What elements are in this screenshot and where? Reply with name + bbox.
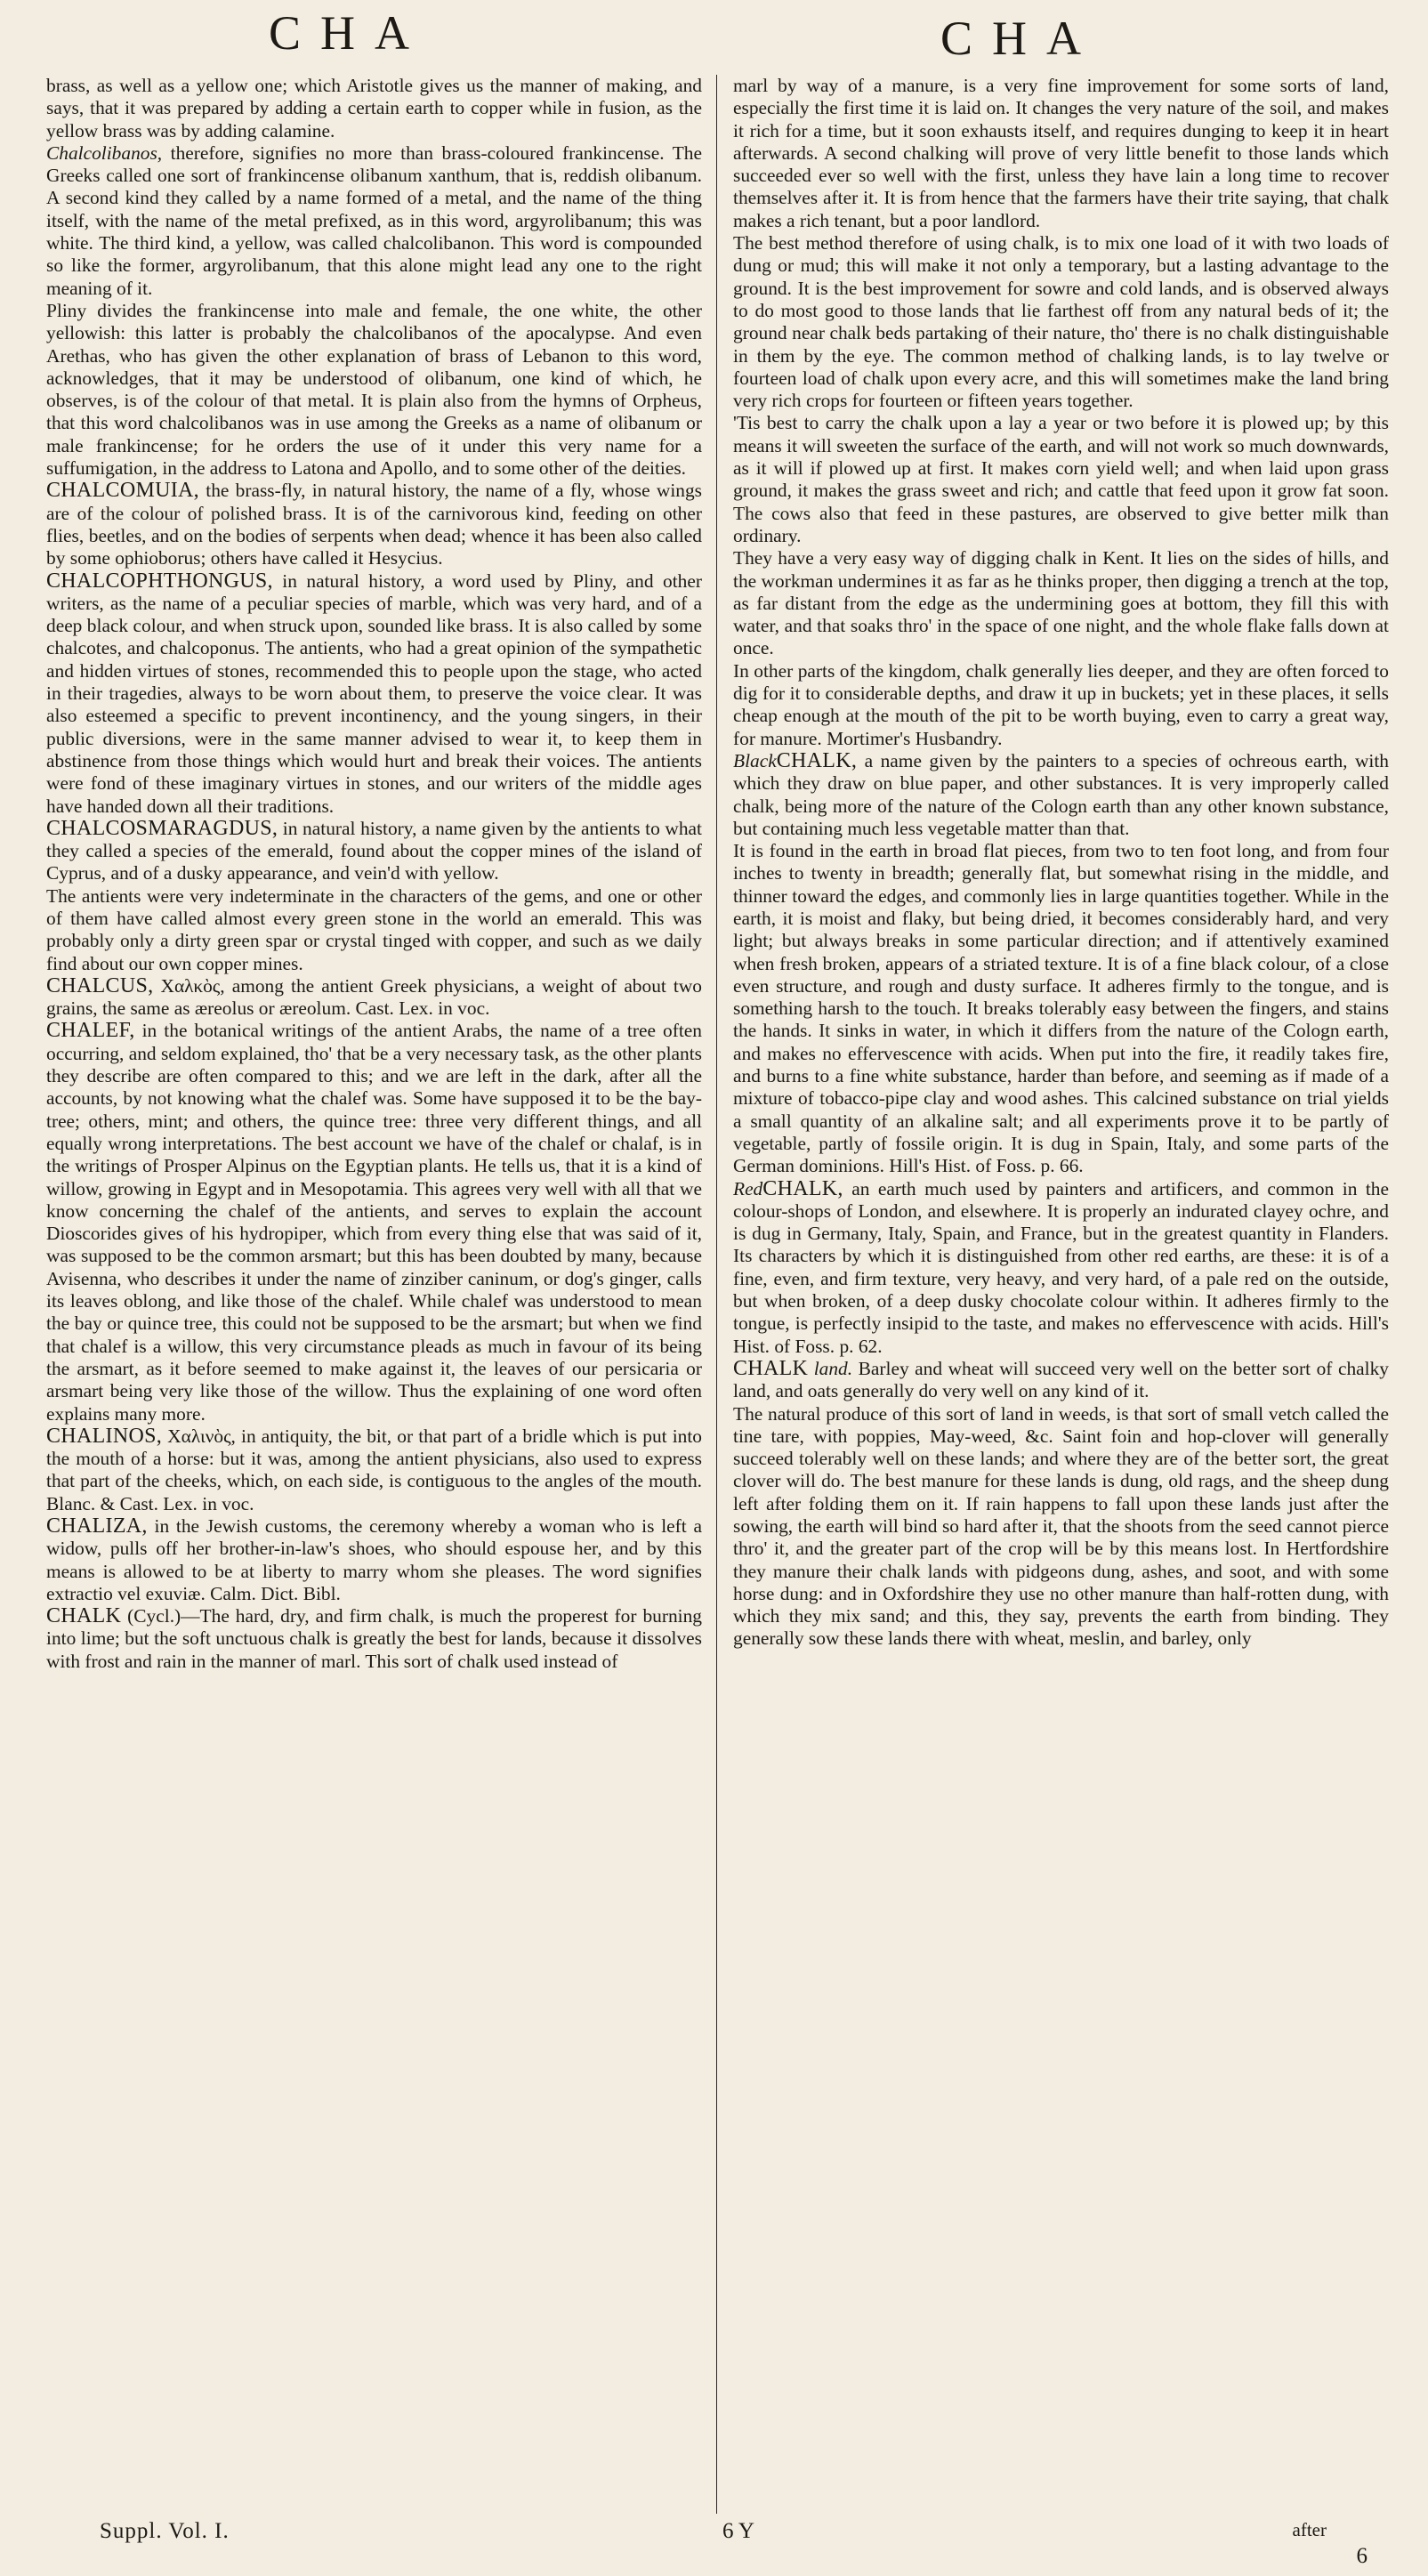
dictionary-entry [46,1425,702,1515]
running-head-left: CHA [269,6,430,60]
paragraph-text: an earth much used by painters and artificers, and common in the colour-shops of London, and elsewhere. It is properly an indurated clayey ochre, and is dug in Germany, Italy, Spain, and France, but in the greatest quantity in Flanders. Its characters by which it is distinguished from other red earths, are these: it is of a fine, even, and firm texture, very heavy, and very hard, of a pale red on the outside, but when broken, of a deep dusky chocolate colour within. It adheres firmly to the tongue, is perfectly insipid to the taste, and makes no effervescence with acids. Hill's Hist. of Foss. p. 62. [733,1177,1389,1357]
paragraph-text: in the botanical writings of the antient Arabs, the name of a tree often occurring, and seldom explained, tho' that be a very necessary task, as the other plants they describe are often compared to this; and we are left in the dark, after all the accounts, by not knowing what the chalef was. Some have supposed it to be the bay-tree; others, mint; and others, the quince tree: three very different things, and all equally wrong interpretations. The best account we have of the chalef or chalaf, is in the writings of Prosper Alpinus on the Egyptian plants. He tells us, that it is a kind of willow, growing in Egypt and in Mesopotamia. This agrees very well with all that we know concerning the chalef of the antients, and serves to explain the account Dioscorides gives of his hydropiper, which from every thing else that was said of it, was supposed to be the common arsmart; but this has been doubted by many, because Avisenna, who describes it under the name of zinziber caninum, or dog's ginger, calls its leaves oblong, and like those of the chalef. While chalef was understood to mean the bay or quince tree, this could not be supposed to be the arsmart; but when we find that chalef is a willow, this very circumstance pleads as much in favour of its being the arsmart, as it before seemed to make against it, the leaves of our persicaria or arsmart being very like those of the willow. Thus the explaining of one word often explains many more. [46,1020,702,1425]
entry-headword: CHALEF, [46,1019,135,1043]
dictionary-entry [733,750,1389,840]
paragraph-text: a name given by the painters to a species of ochreous earth, with which they draw on blue paper, and other substances. It is very improperly called chalk, being more of the nature of the Cologn earth than any other known substance, but containing much less vegetable matter than that. [733,749,1389,839]
dictionary-entry [46,570,702,818]
volume-signature: Suppl. Vol. I. [100,2519,230,2543]
paragraph [46,142,702,300]
paragraph-text: The best method therefore of using chalk, is to mix one load of it with two loads of dung or mud; this will make it not only a temporary, but a lasting advantage to the ground. It is the best improvement for sowre and cold lands, and is observed always to do most good to those lands that lie farthest off from any natural beds of it; the ground near chalk beds partaking of their nature, tho' there is no chalk distinguishable in them by the eye. The common method of chalking lands, is to lay twelve or fourteen load of chalk upon every acre, and this will sometimes make the land bring very rich crops for fourteen or fifteen years together. [733,232,1389,412]
paragraph-text: They have a very easy way of digging chalk in Kent. It lies on the sides of hills, and the workman undermines it as far as he thinks proper, then digging a trench at the top, as far distant from the edge as the undermining goes at bottom, they fill this with water, and that soaks thro' in the space of one night, and the whole flake falls down at once. [733,547,1389,659]
text-columns [46,75,1389,2514]
entry-headword: CHALCOPHTHONGUS, [46,569,273,593]
entry-headword: CHALCUS, [46,973,154,997]
paragraph-text: Χαλινὸς, in antiquity, the bit, or that part of a bridle which is put into the mouth of a horse: but it was, among the antient physicians, also used to express that part of the cheeks, which, on each side, is contiguous to the angles of the mouth. Blanc. & Cast. Lex. in voc. [46,1425,702,1514]
right-column [716,75,1389,2514]
page-number: 6 [1356,2544,1367,2568]
paragraph-text: the brass-fly, in natural history, the name of a fly, whose wings are of the colour of polished brass. It is of the carnivorous kind, feeding on other flies, beetles, and on the bodies of serpents when dead; whence it has been also called by some ophioborus; others have called it Hesycius. [46,480,702,569]
entry-headword: CHALK, [762,1176,843,1200]
page-footer [46,2517,1389,2576]
paragraph-text: brass, as well as a yellow one; which Aristotle gives us the manner of making, and says, that it was prepared by adding a certain earth to copper while in fusion, as the yellow brass was by adding calamine. [46,75,702,141]
paragraph-text: In other parts of the kingdom, chalk generally lies deeper, and they are often forced to dig for it to considerable depths, and draw it up in buckets; yet in these places, it sells cheap enough at the mouth of the pit to be worth buying, even to carry a great way, for manure. Mortimer's Husbandry. [733,659,1389,749]
dictionary-entry [733,1358,1389,1403]
paragraph-text: in natural history, a word used by Pliny, and other writers, as the name of a peculiar species of marble, which was very hard, and of a deep black colour, and when struck upon, sounded like brass. It is also called by some chalcotes, and chalcoponus. The antients, who had a great opinion of the sympathetic and hidden virtues of stones, recommended this to people upon the stage, who acted in their tragedies, always to be worn about them, to preserve the voice clear. It was also esteemed a specific to prevent incontinency, and the young singers, in their public diversions, were in the same manner advised to wear it, to keep them in abstinence from those things which would hurt and break their voices. The antients were fond of these imaginary virtues in stones, and our writers of the middle ages have handed down all their traditions. [46,569,702,817]
paragraph-text: in the Jewish customs, the ceremony whereby a woman who is left a widow, pulls off her brother-in-law's shoes, who should espouse her, and by this means is allowed to be at liberty to marry whom she pleases. The word signifies extractio vel exuviæ. Calm. Dict. Bibl. [46,1515,702,1604]
paragraph-text: in natural history, a name given by the antients to what they called a species of the emerald, found about the copper mines of the island of Cyprus, and of a dusky appearance, and vein'd with yellow. [46,817,702,884]
paragraph-text: It is found in the earth in broad flat pieces, from two to ten foot long, and from four inches to twenty in breadth; generally flat, but somewhat rising in the middle, and thinner toward the edges, and commonly lies in large quantities together. While in the earth, it is moist and flaky, but being dried, it becomes considerably hard, and very light; but always breaks in some particular direction; and if attentively examined when fresh broken, appears of a striated texture. It is of a fine black colour, of a close even structure, and rough and dusty surface. It adheres firmly to the tongue, and is something harsh to the touch. It breaks tolerably easy between the fingers, and stains the hands. It sinks in water, in which it differs from the nature of the Cologn earth, and makes no effervescence with acids. When put into the fire, it readily takes fire, and burns to a fine white substance, harder than before, and seeming as if made of a mixture of tobacco-pipe clay and wood ashes. This calcined substance on trial yields a small quantity of an alkaline salt; and all experiments prove it to be partly of vegetable, partly of fossile origin. It is dug in Spain, Italy, and some parts of the German dominions. Hill's Hist. of Foss. p. 66. [733,840,1389,1177]
paragraph [46,300,702,480]
entry-headword: CHALCOMUIA, [46,479,199,503]
paragraph-text: (Cycl.)—The hard, dry, and firm chalk, is much the properest for burning into lime; but the soft unctuous chalk is greatly the best for lands, because it dissolves with frost and rain in the manner of marl. This sort of chalk used instead of [46,1605,702,1672]
paragraph [733,660,1389,750]
paragraph-text: 'Tis best to carry the chalk upon a lay a year or two before it is plowed up; by this means it will sweeten the surface of the earth, and will not work so much downwards, as it will if plowed up at first. It makes corn yield well; and when laid upon grass ground, it makes the grass sweet and rich; and cattle that feed upon it grow fat soon. The cows also that feed in these pastures, are observed to give better milk than ordinary. [733,412,1389,546]
entry-headword: CHALCOSMARAGDUS, [46,816,278,840]
paragraph [46,885,702,975]
paragraph [733,547,1389,659]
entry-headword: CHALK [46,1604,122,1628]
dictionary-entry [733,1178,1389,1358]
paragraph-lead-word: Chalcolibanos, [46,141,163,164]
paragraph-text: Barley and wheat will succeed very well on the better sort of chalky land, and oats generally do very well on any kind of it. [733,1357,1389,1402]
paragraph-text: Χαλκὸς, among the antient Greek physicians, a weight of about two grains, the same as æreolus or æreolum. Cast. Lex. in voc. [46,974,702,1020]
left-column [46,75,716,2514]
dictionary-entry [46,1605,702,1673]
entry-headword: CHALINOS, [46,1424,163,1448]
dictionary-entry [46,1020,702,1425]
dictionary-entry [46,480,702,569]
entry-qualifier: Black [733,749,777,771]
paragraph [733,1403,1389,1651]
running-head-right: CHA [940,12,1101,65]
entry-qualifier: Red [733,1177,763,1199]
dictionary-entry [46,975,702,1021]
dictionary-entry [46,1515,702,1605]
paragraph-text: The antients were very indeterminate in the characters of the gems, and one or other of them have called almost every green stone in the world an emerald. This was probably only a dirty green spar or crystal tinged with copper, and such as we daily find about our own copper mines. [46,884,702,974]
paragraph-text: marl by way of a manure, is a very fine improvement for some sorts of land, especially the first time it is laid on. It changes the very nature of the soil, and makes it rich for a time, but it soon exhausts itself, and requires dunging to keep it in heart afterwards. A second chalking will prove of very little benefit to those lands which succeeded ever so well with the first, unless they have lain a long time to recover themselves after it. It is from hence that the farmers have their trite saying, that chalk makes a rich tenant, but a poor landlord. [733,75,1389,231]
paragraph-text: The natural produce of this sort of land in weeds, is that sort of small vetch called the tine tare, with poppies, May-weed, &c. Saint foin and hop-clover will generally succeed tolerably well on these lands; and where they are of the better sort, the great clover will do. The best manure for these lands is dung, old rags, and the sheep dung left after folding them on it. If rain happens to fall upon these lands just after the sowing, the earth will bind so hard after it, that the shoots from the seed cannot pierce thro' it, and the greater part of the crop will be by this means lost. In Hertfordshire they manure their chalk lands with pidgeons dung, ashes, and soot, and with some horse dung: and in Oxfordshire they use no other manure than half-rotten dung, with which they mix sand; and this, they say, prevents the earth from binding. They generally sow these lands there with wheat, meslin, and barley, only [733,1402,1389,1650]
paragraph-text: therefore, signifies no more than brass-coloured frankincense. The Greeks called one sort of frankincense olibanum xanthum, that is, reddish olibanum. A second kind they called by a name formed of a metal, and the name of the thing itself, with the name of the metal prefixed, as in this word, argyrolibanum; this was white. The third kind, a yellow, was called chalcolibanon. This word is compounded so like the former, argyrolibanum, that this alone might lead any one to the right meaning of it. [46,141,702,299]
paragraph-text: Pliny divides the frankincense into male and female, the one white, the other yellowish: this latter is probably the chalcolibanos of the apocalypse. And even Arethas, who has given the other explanation of brass of Lebanon to this word, acknowledges, that it may be understood of olibanum, one kind of which, he observes, is of the colour of that metal. It is plain also from the hymns of Orpheus, that this word chalcolibanos was in use among the Greeks as a name of olibanum or male frankincense; for he orders the use of it under this very name for a suffumigation, in the address to Latona and Apollo, and to some other of the deities. [46,299,702,480]
entry-subhead: land. [808,1357,853,1379]
paragraph [733,75,1389,232]
paragraph [46,75,702,142]
paragraph [733,412,1389,547]
catchword: after [1292,2519,1327,2540]
signature-mark: 6 Y [722,2519,754,2543]
running-head-bar [46,0,1389,69]
dictionary-entry [46,818,702,885]
entry-headword: CHALK [733,1356,809,1380]
entry-headword: CHALIZA, [46,1514,148,1538]
paragraph [733,232,1389,412]
entry-headword: CHALK, [776,748,858,772]
paragraph [733,840,1389,1177]
